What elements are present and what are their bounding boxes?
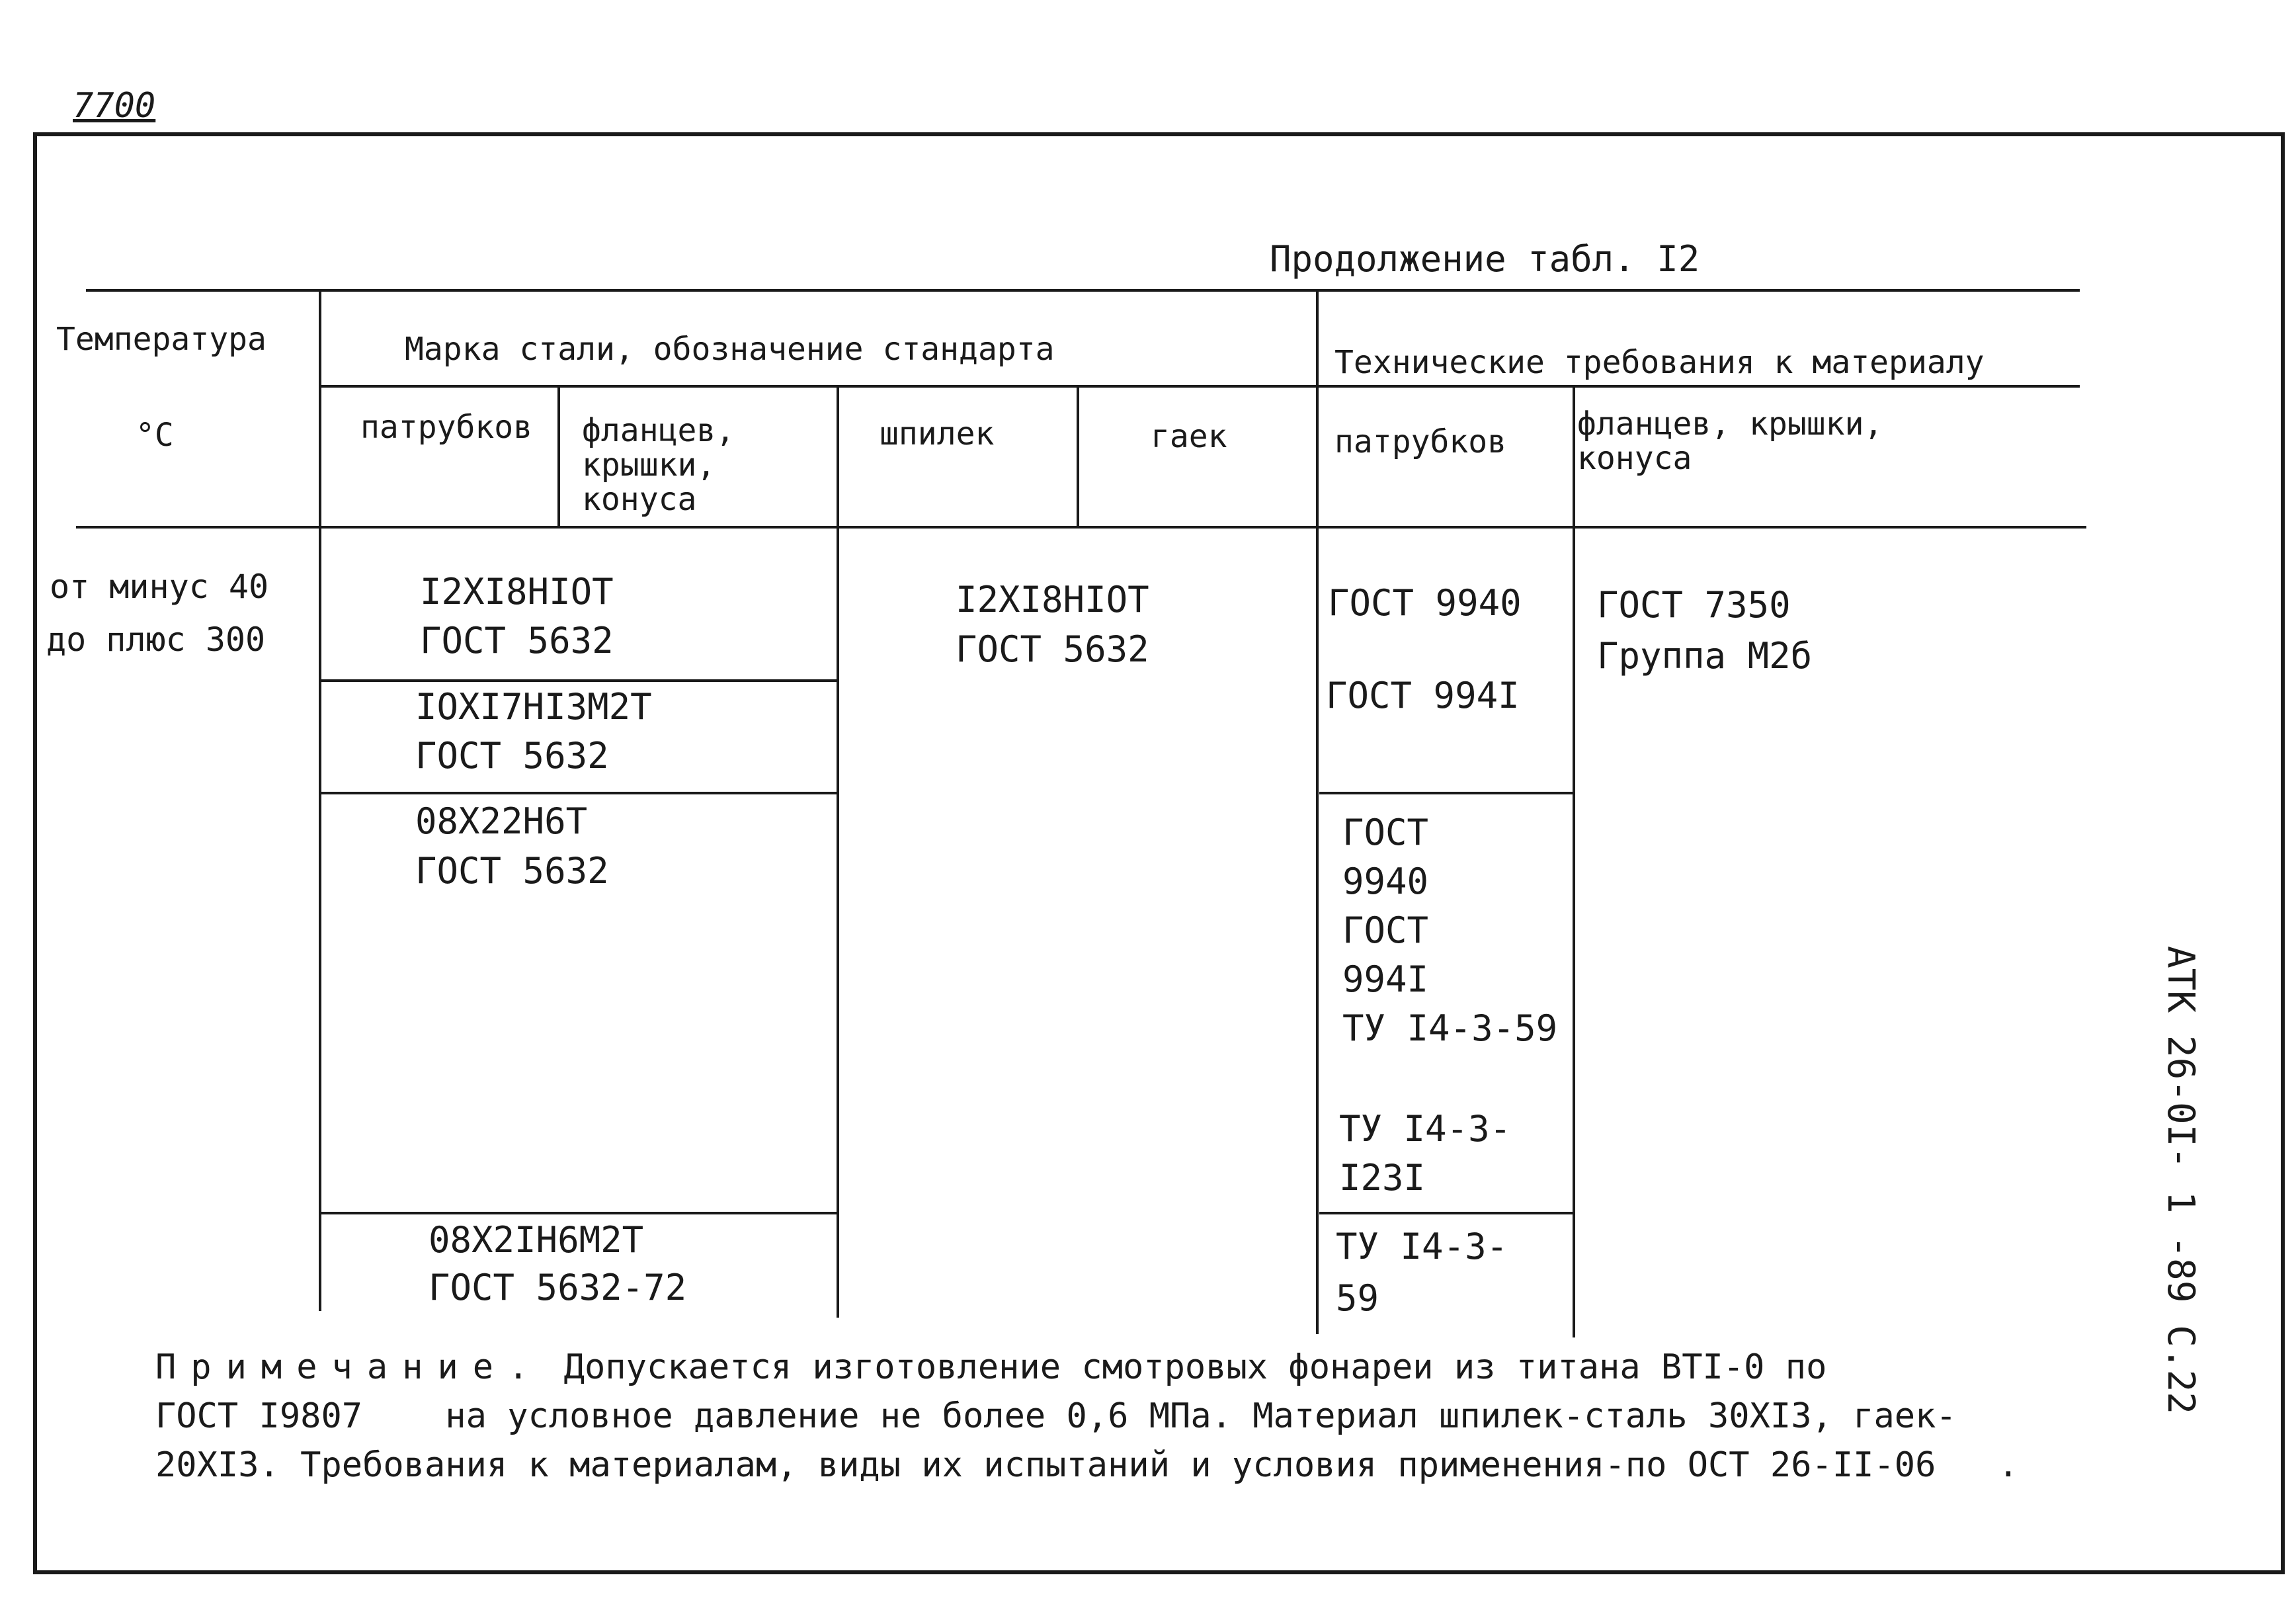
header-bottom-rule: [76, 526, 2086, 529]
row-rule-req-1: [1319, 792, 1574, 794]
row-rule-1: [321, 679, 837, 682]
studs-nuts-std: ГОСТ 5632: [956, 628, 1149, 670]
req-nozzles-3-line5: ТУ I4-3-59: [1342, 1007, 1558, 1049]
footnote-text: Допускается изготовление смотровых фонареи из титана ВТI-0 по ГОСТ I9807 на условное давление не более 0,6 МПа. Материал шпилек-сталь 30XI3, гаек- 20XI3. Требования к материалам, виды их испытаний и условия применения-по ОСТ 26-II-06 .: [155, 1347, 2019, 1485]
stamp-number: 7700: [73, 86, 156, 126]
header-req-nozzles: патрубков: [1334, 423, 1507, 460]
row-rule-2: [321, 792, 837, 794]
table-caption: Продолжение табл. I2: [1270, 238, 1700, 280]
header-nozzles: патрубков: [360, 409, 533, 446]
header-nuts: гаек: [1151, 418, 1227, 455]
steel-std-row2: ГОСТ 5632: [415, 735, 609, 777]
steel-grade-row2: IOXI7HI3M2T: [415, 686, 652, 728]
document-code-vertical: АТК 26-0I- 1 -89 С.22: [2159, 946, 2202, 1415]
req-nozzles-3-line2: 9940: [1342, 861, 1429, 902]
header-split-rule: [321, 385, 2080, 388]
table-top-rule: [86, 289, 2080, 292]
req-flanges-2: Группа М2б: [1597, 635, 1813, 677]
temperature-range-line1: от минус 40: [50, 568, 269, 606]
col-divider-5: [1316, 289, 1319, 1334]
col-divider-1: [319, 289, 321, 1311]
steel-std-row4: ГОСТ 5632-72: [429, 1267, 687, 1308]
req-nozzles-3-line4: 994I: [1342, 958, 1429, 1000]
header-studs: шпилек: [880, 415, 995, 452]
steel-grade-row4: 08X2IH6M2T: [429, 1219, 644, 1261]
req-nozzles-4-line1: ТУ I4-3-: [1339, 1108, 1512, 1150]
col-divider-4: [1077, 385, 1079, 527]
req-nozzles-1: ГОСТ 9940: [1328, 582, 1522, 624]
col-divider-2: [557, 385, 560, 527]
header-flanges: фланцев, крышки, конуса: [582, 412, 735, 518]
req-nozzles-2: ГОСТ 994I: [1326, 675, 1520, 716]
steel-std-row3: ГОСТ 5632: [415, 850, 609, 892]
req-nozzles-3-line3: ГОСТ: [1342, 910, 1429, 951]
col-divider-3: [837, 385, 839, 1318]
steel-grade-row3: 08X22H6T: [415, 800, 588, 842]
col-divider-6: [1573, 385, 1575, 1337]
row-rule-req-2: [1319, 1212, 1574, 1214]
req-nozzles-4-line2: I23I: [1339, 1157, 1426, 1199]
header-steel-grade: Марка стали, обозначение стандарта: [405, 331, 1055, 368]
studs-nuts-grade: I2XI8HIOT: [956, 579, 1149, 620]
header-temperature-unit: °С: [136, 417, 174, 454]
req-nozzles-3-line1: ГОСТ: [1342, 812, 1429, 853]
header-tech-req: Технические требования к материалу: [1334, 344, 1985, 381]
req-flanges-1: ГОСТ 7350: [1597, 584, 1791, 626]
footnote-label: Примечание.: [155, 1347, 544, 1387]
req-nozzles-5-line2: 59: [1336, 1277, 1379, 1319]
row-rule-3: [321, 1212, 837, 1214]
header-req-flanges: фланцев, крышки, конуса: [1577, 405, 1883, 477]
temperature-range-line2: до плюс 300: [46, 620, 266, 659]
footnote: [155, 1343, 2139, 1490]
header-temperature: Температура: [56, 321, 266, 358]
steel-grade-row1: I2XI8HIOT: [420, 571, 614, 613]
steel-std-row1: ГОСТ 5632: [420, 620, 614, 661]
req-nozzles-5-line1: ТУ I4-3-: [1336, 1226, 1508, 1267]
